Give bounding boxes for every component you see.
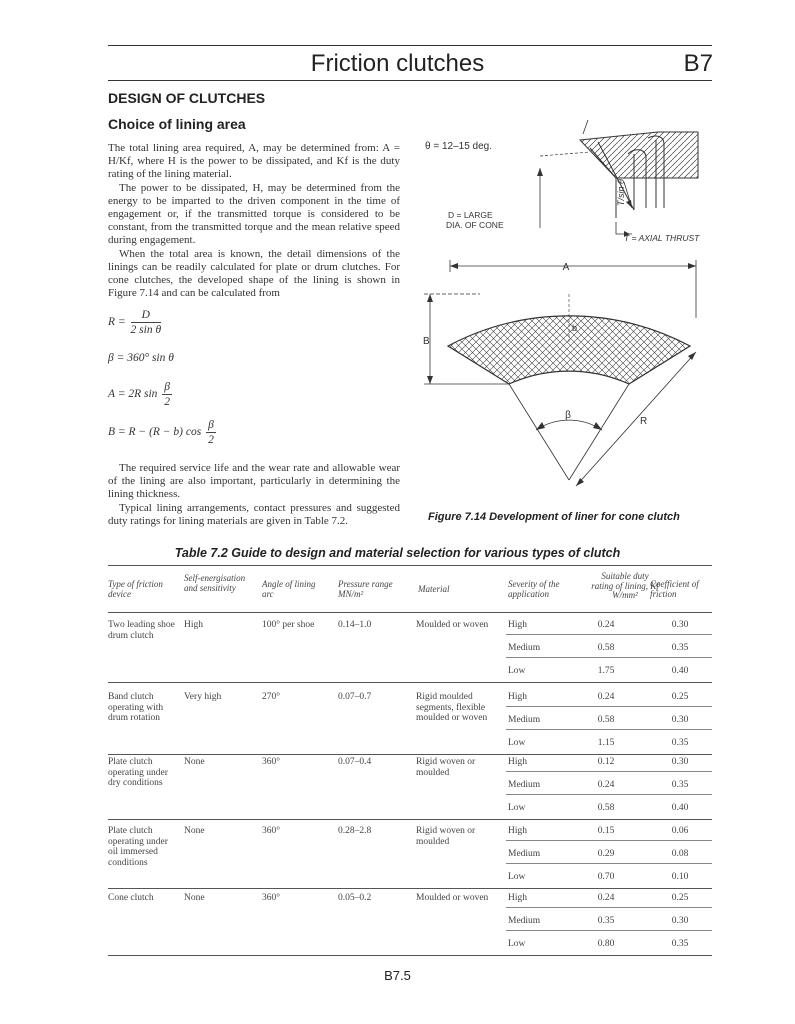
table-cell-sens: None: [184, 826, 205, 836]
table-cell-severity: High: [508, 826, 527, 836]
figure-caption: Figure 7.14 Development of liner for cone clutch: [428, 511, 680, 523]
table-cell-severity: Medium: [508, 643, 541, 653]
page-number: B7.5: [384, 968, 411, 983]
table-cell-duty-rating: 0.12: [597, 757, 615, 767]
table-cell-friction: 0.30: [671, 715, 689, 725]
col-header: Angle of lining arc: [262, 579, 316, 599]
table-cell-type: Plate clutch operating under dry conditions: [108, 757, 168, 788]
table-cell-angle: 100° per shoe: [262, 620, 315, 630]
table-cell-friction: 0.25: [671, 893, 689, 903]
body-text: [108, 142, 400, 300]
table-cell-angle: 270°: [262, 692, 281, 702]
table-cell-friction: 0.06: [671, 826, 689, 836]
table-cell-friction: 0.35: [671, 643, 689, 653]
b-small-label: b: [572, 323, 578, 333]
table-cell-duty-rating: 0.29: [597, 849, 615, 859]
table-cell-duty-rating: 0.35: [597, 916, 615, 926]
table-cell-severity: High: [508, 893, 527, 903]
col-header: Coefficient of friction: [650, 579, 699, 599]
table-cell-angle: 360°: [262, 893, 281, 903]
table-cell-sens: High: [184, 620, 203, 630]
header-rule-top: [108, 45, 712, 46]
table-cell-type: Plate clutch operating under oil immersed conditions: [108, 826, 168, 868]
paragraph: The total lining area required, A, may be determined from: A = H/Kf, where H is the power to be dissipated, and Kf is the duty rating of the lining material.: [108, 142, 400, 181]
table-cell-friction: 0.30: [671, 757, 689, 767]
col-header: Material: [418, 584, 450, 594]
theta-label: θ = 12–15 deg.: [425, 141, 493, 152]
table-cell-sens: Very high: [184, 692, 222, 702]
table-cell-material: Moulded or woven: [416, 620, 489, 630]
table-cell-type: Band clutch operating with drum rotation: [108, 692, 164, 723]
d-label-2: DIA. OF CONE: [446, 220, 504, 230]
equation-b: B = R − (R − b) cos $\frac{\beta}{2}$: [108, 419, 214, 446]
table-cell-friction: 0.30: [671, 620, 689, 630]
table-cell-type: Cone clutch: [108, 893, 154, 903]
table-cell-severity: High: [508, 692, 527, 702]
b-big-label: B: [423, 336, 430, 347]
table-cell-duty-rating: 0.70: [597, 872, 615, 882]
beta-label: β: [565, 410, 571, 421]
table-cell-friction: 0.40: [671, 803, 689, 813]
table-caption: Table 7.2 Guide to design and material selection for various types of clutch: [174, 546, 621, 560]
table-cell-duty-rating: 1.15: [597, 738, 615, 748]
table-subrow-rule: [506, 729, 712, 730]
table-cell-pressure: 0.07–0.7: [338, 692, 372, 702]
table-cell-severity: Low: [508, 939, 526, 949]
a-label: A: [562, 262, 570, 273]
table-cell-severity: Low: [508, 803, 526, 813]
col-header: Severity of the application: [508, 579, 560, 599]
table-cell-duty-rating: 0.58: [597, 803, 615, 813]
col-header: Suitable duty rating of lining, Kf W/mm²: [591, 571, 659, 600]
table-row-rule: [108, 888, 712, 889]
table-subrow-rule: [506, 794, 712, 795]
table-cell-material: Moulded or woven: [416, 893, 489, 903]
table-cell-friction: 0.10: [671, 872, 689, 882]
table-cell-pressure: 0.07–0.4: [338, 757, 372, 767]
table-cell-pressure: 0.28–2.8: [338, 826, 372, 836]
table-cell-severity: Low: [508, 738, 526, 748]
table-cell-friction: 0.08: [671, 849, 689, 859]
table-cell-severity: Medium: [508, 715, 541, 725]
table-cell-friction: 0.35: [671, 738, 689, 748]
equation-a: A = 2R sin $\frac{\beta}{2}$: [108, 381, 171, 408]
paragraph: Typical lining arrangements, contact pressures and suggested duty ratings for lining materials are given in Table 7.2.: [108, 501, 400, 527]
table-cell-material: Rigid woven or moulded: [416, 757, 476, 778]
col-header: Type of friction device: [108, 579, 163, 599]
table-cell-duty-rating: 0.80: [597, 939, 615, 949]
paragraph: When the total area is known, the detail dimensions of the linings can be readily calculated for plate or drum clutches. For cone clutches, the developed shape of the lining is shown in Figure 7.14 and can be calculated from: [108, 247, 400, 300]
table-cell-duty-rating: 0.24: [597, 620, 615, 630]
col-header: Self-energisation and sensitivity: [184, 573, 246, 593]
table-cell-material: Rigid moulded segments, flexible moulded or woven: [416, 692, 488, 723]
table-cell-duty-rating: 0.58: [597, 715, 615, 725]
table-rule-top: [108, 565, 712, 566]
table-subrow-rule: [506, 907, 712, 908]
table-row-rule: [108, 819, 712, 820]
cone-section: [537, 120, 698, 237]
table-cell-material: Rigid woven or moulded: [416, 826, 476, 847]
table-cell-severity: Low: [508, 872, 526, 882]
table-subrow-rule: [506, 634, 712, 635]
table-cell-pressure: 0.05–0.2: [338, 893, 372, 903]
table-cell-severity: Medium: [508, 780, 541, 790]
table-subrow-rule: [506, 657, 712, 658]
table-cell-duty-rating: 1.75: [597, 666, 615, 676]
table-subrow-rule: [506, 930, 712, 931]
table-rule-header: [108, 612, 712, 613]
page-title: Friction clutches: [310, 50, 485, 77]
thrust-label: T = AXIAL THRUST: [624, 233, 700, 243]
table-cell-duty-rating: 0.24: [597, 780, 615, 790]
table-cell-sens: None: [184, 757, 205, 767]
side-force-label: T/sin θ: [616, 179, 626, 206]
table-cell-type: Two leading shoe drum clutch: [108, 620, 175, 641]
equation-r: R = $\frac{D}{\text{2 sin θ}}$: [108, 309, 162, 336]
table-cell-severity: High: [508, 620, 527, 630]
table-cell-angle: 360°: [262, 826, 281, 836]
section-code: B7: [683, 50, 713, 77]
table-cell-severity: High: [508, 757, 527, 767]
figure-cone-clutch: [420, 118, 720, 508]
table-cell-friction: 0.30: [671, 916, 689, 926]
table-cell-severity: Medium: [508, 849, 541, 859]
table-row-rule: [108, 955, 712, 956]
table-cell-duty-rating: 0.15: [597, 826, 615, 836]
subsection-title: Choice of lining area: [108, 116, 246, 132]
table-subrow-rule: [506, 840, 712, 841]
table-cell-pressure: 0.14–1.0: [338, 620, 372, 630]
r-label: R: [640, 416, 648, 427]
table-cell-severity: Medium: [508, 916, 541, 926]
table-cell-sens: None: [184, 893, 205, 903]
table-subrow-rule: [506, 706, 712, 707]
paragraph: The required service life and the wear rate and allowable wear of the lining are also important, particularly in determining the lining thickness.: [108, 462, 400, 501]
paragraph: The power to be dissipated, H, may be determined from the energy to be imparted to the driven component in the time of engagement or, if the transmitted torque is considered to be constant, from the transmitted torque and the mean relative speed during engagement.: [108, 181, 400, 247]
section-title: DESIGN OF CLUTCHES: [108, 90, 266, 106]
header-rule-bottom: [108, 80, 712, 81]
col-header: Pressure range MN/m²: [338, 579, 393, 599]
body-text-2: [108, 462, 400, 528]
equation-beta: β = 360° sin θ: [108, 352, 174, 364]
table-cell-duty-rating: 0.24: [597, 692, 615, 702]
table-subrow-rule: [506, 863, 712, 864]
table-cell-friction: 0.40: [671, 666, 689, 676]
d-label-1: D = LARGE: [448, 210, 493, 220]
table-subrow-rule: [506, 771, 712, 772]
table-row-rule: [108, 682, 712, 683]
table-row-rule: [108, 754, 712, 755]
table-cell-friction: 0.35: [671, 939, 689, 949]
table-cell-friction: 0.35: [671, 780, 689, 790]
table-cell-severity: Low: [508, 666, 526, 676]
table-cell-duty-rating: 0.24: [597, 893, 615, 903]
table-cell-duty-rating: 0.58: [597, 643, 615, 653]
table-cell-angle: 360°: [262, 757, 281, 767]
dimension-a: [450, 260, 696, 318]
table-cell-friction: 0.25: [671, 692, 689, 702]
